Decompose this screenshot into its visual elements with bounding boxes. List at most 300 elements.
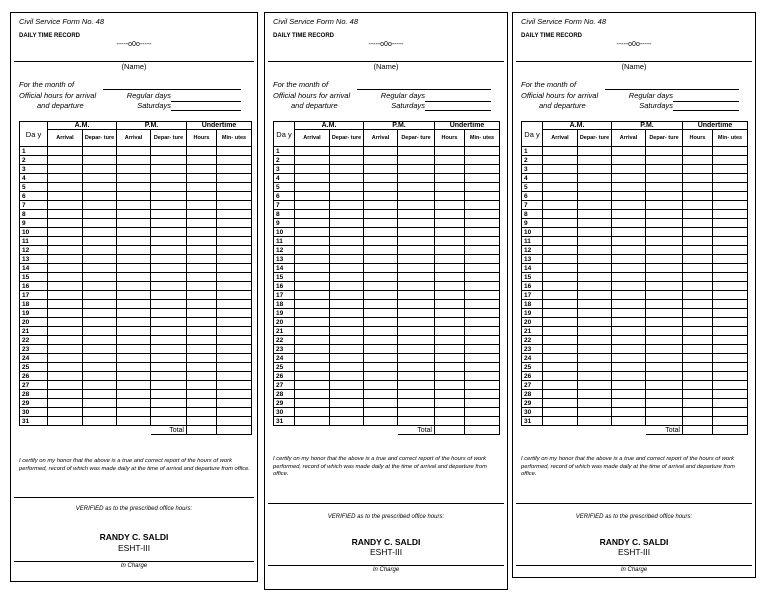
undertime-minutes-cell[interactable] xyxy=(713,246,748,255)
am-arrival-cell[interactable] xyxy=(543,390,578,399)
undertime-hours-cell[interactable] xyxy=(187,372,217,381)
pm-arrival-cell[interactable] xyxy=(117,246,151,255)
am-departure-cell[interactable] xyxy=(83,372,117,381)
undertime-hours-cell[interactable] xyxy=(435,201,465,210)
undertime-minutes-cell[interactable] xyxy=(465,372,500,381)
undertime-minutes-cell[interactable] xyxy=(217,201,252,210)
pm-arrival-cell[interactable] xyxy=(364,408,398,417)
am-departure-cell[interactable] xyxy=(330,246,364,255)
pm-arrival-cell[interactable] xyxy=(612,345,646,354)
pm-departure-cell[interactable] xyxy=(398,282,435,291)
am-departure-cell[interactable] xyxy=(83,192,117,201)
pm-departure-cell[interactable] xyxy=(151,273,187,282)
pm-arrival-cell[interactable] xyxy=(364,219,398,228)
undertime-minutes-cell[interactable] xyxy=(713,390,748,399)
undertime-hours-cell[interactable] xyxy=(435,300,465,309)
undertime-minutes-cell[interactable] xyxy=(465,381,500,390)
pm-arrival-cell[interactable] xyxy=(364,174,398,183)
am-arrival-cell[interactable] xyxy=(48,237,83,246)
pm-arrival-cell[interactable] xyxy=(612,309,646,318)
pm-arrival-cell[interactable] xyxy=(612,156,646,165)
pm-arrival-cell[interactable] xyxy=(612,318,646,327)
am-arrival-cell[interactable] xyxy=(543,300,578,309)
undertime-minutes-cell[interactable] xyxy=(465,408,500,417)
undertime-minutes-cell[interactable] xyxy=(713,219,748,228)
pm-departure-cell[interactable] xyxy=(151,381,187,390)
pm-arrival-cell[interactable] xyxy=(612,291,646,300)
am-arrival-cell[interactable] xyxy=(48,165,83,174)
undertime-minutes-cell[interactable] xyxy=(713,228,748,237)
undertime-minutes-cell[interactable] xyxy=(465,237,500,246)
am-arrival-cell[interactable] xyxy=(48,381,83,390)
undertime-hours-cell[interactable] xyxy=(683,147,713,156)
am-departure-cell[interactable] xyxy=(330,417,364,426)
am-arrival-cell[interactable] xyxy=(543,210,578,219)
undertime-hours-cell[interactable] xyxy=(683,273,713,282)
undertime-hours-cell[interactable] xyxy=(435,219,465,228)
am-departure-cell[interactable] xyxy=(330,255,364,264)
am-departure-cell[interactable] xyxy=(83,300,117,309)
undertime-minutes-cell[interactable] xyxy=(217,282,252,291)
am-departure-cell[interactable] xyxy=(578,237,612,246)
undertime-minutes-cell[interactable] xyxy=(465,417,500,426)
pm-arrival-cell[interactable] xyxy=(364,237,398,246)
pm-arrival-cell[interactable] xyxy=(117,264,151,273)
undertime-hours-cell[interactable] xyxy=(683,192,713,201)
pm-arrival-cell[interactable] xyxy=(612,381,646,390)
undertime-minutes-cell[interactable] xyxy=(465,165,500,174)
undertime-hours-cell[interactable] xyxy=(435,318,465,327)
undertime-minutes-cell[interactable] xyxy=(713,300,748,309)
undertime-hours-cell[interactable] xyxy=(187,192,217,201)
pm-arrival-cell[interactable] xyxy=(117,390,151,399)
undertime-minutes-cell[interactable] xyxy=(713,309,748,318)
undertime-hours-cell[interactable] xyxy=(683,264,713,273)
undertime-hours-cell[interactable] xyxy=(683,219,713,228)
undertime-minutes-cell[interactable] xyxy=(713,354,748,363)
am-arrival-cell[interactable] xyxy=(543,183,578,192)
undertime-minutes-cell[interactable] xyxy=(465,201,500,210)
am-arrival-cell[interactable] xyxy=(295,309,330,318)
pm-arrival-cell[interactable] xyxy=(117,273,151,282)
pm-departure-cell[interactable] xyxy=(646,282,683,291)
am-departure-cell[interactable] xyxy=(578,264,612,273)
pm-departure-cell[interactable] xyxy=(151,282,187,291)
am-departure-cell[interactable] xyxy=(578,318,612,327)
pm-arrival-cell[interactable] xyxy=(364,381,398,390)
pm-departure-cell[interactable] xyxy=(398,354,435,363)
pm-departure-cell[interactable] xyxy=(151,210,187,219)
am-departure-cell[interactable] xyxy=(330,390,364,399)
am-departure-cell[interactable] xyxy=(330,336,364,345)
undertime-minutes-cell[interactable] xyxy=(465,318,500,327)
undertime-hours-cell[interactable] xyxy=(435,309,465,318)
pm-departure-cell[interactable] xyxy=(646,300,683,309)
am-departure-cell[interactable] xyxy=(83,228,117,237)
pm-arrival-cell[interactable] xyxy=(612,255,646,264)
am-departure-cell[interactable] xyxy=(83,327,117,336)
pm-departure-cell[interactable] xyxy=(151,192,187,201)
pm-departure-cell[interactable] xyxy=(398,345,435,354)
pm-arrival-cell[interactable] xyxy=(117,417,151,426)
am-arrival-cell[interactable] xyxy=(543,291,578,300)
pm-departure-cell[interactable] xyxy=(398,264,435,273)
undertime-minutes-cell[interactable] xyxy=(465,246,500,255)
am-departure-cell[interactable] xyxy=(83,174,117,183)
pm-departure-cell[interactable] xyxy=(398,183,435,192)
undertime-hours-cell[interactable] xyxy=(187,255,217,264)
am-departure-cell[interactable] xyxy=(578,300,612,309)
pm-departure-cell[interactable] xyxy=(646,291,683,300)
pm-departure-cell[interactable] xyxy=(398,399,435,408)
pm-arrival-cell[interactable] xyxy=(117,300,151,309)
undertime-minutes-cell[interactable] xyxy=(713,291,748,300)
am-arrival-cell[interactable] xyxy=(48,147,83,156)
am-arrival-cell[interactable] xyxy=(543,354,578,363)
pm-arrival-cell[interactable] xyxy=(117,183,151,192)
am-departure-cell[interactable] xyxy=(330,282,364,291)
am-departure-cell[interactable] xyxy=(330,345,364,354)
undertime-hours-cell[interactable] xyxy=(187,417,217,426)
undertime-hours-cell[interactable] xyxy=(187,237,217,246)
am-arrival-cell[interactable] xyxy=(543,336,578,345)
undertime-minutes-cell[interactable] xyxy=(465,390,500,399)
am-departure-cell[interactable] xyxy=(578,327,612,336)
undertime-minutes-cell[interactable] xyxy=(713,345,748,354)
undertime-minutes-cell[interactable] xyxy=(217,363,252,372)
undertime-hours-cell[interactable] xyxy=(683,399,713,408)
am-arrival-cell[interactable] xyxy=(48,228,83,237)
am-departure-cell[interactable] xyxy=(83,246,117,255)
pm-departure-cell[interactable] xyxy=(398,408,435,417)
pm-arrival-cell[interactable] xyxy=(364,399,398,408)
undertime-hours-cell[interactable] xyxy=(435,345,465,354)
pm-departure-cell[interactable] xyxy=(646,246,683,255)
undertime-minutes-cell[interactable] xyxy=(465,309,500,318)
pm-arrival-cell[interactable] xyxy=(117,354,151,363)
pm-departure-cell[interactable] xyxy=(398,228,435,237)
undertime-minutes-cell[interactable] xyxy=(217,372,252,381)
undertime-hours-cell[interactable] xyxy=(683,282,713,291)
am-departure-cell[interactable] xyxy=(83,363,117,372)
am-arrival-cell[interactable] xyxy=(295,228,330,237)
am-departure-cell[interactable] xyxy=(83,381,117,390)
am-arrival-cell[interactable] xyxy=(295,246,330,255)
am-arrival-cell[interactable] xyxy=(48,399,83,408)
pm-arrival-cell[interactable] xyxy=(612,264,646,273)
undertime-hours-cell[interactable] xyxy=(683,336,713,345)
am-arrival-cell[interactable] xyxy=(543,408,578,417)
pm-arrival-cell[interactable] xyxy=(364,345,398,354)
undertime-minutes-cell[interactable] xyxy=(217,336,252,345)
pm-departure-cell[interactable] xyxy=(151,318,187,327)
pm-arrival-cell[interactable] xyxy=(364,309,398,318)
pm-arrival-cell[interactable] xyxy=(612,408,646,417)
undertime-minutes-cell[interactable] xyxy=(713,318,748,327)
pm-departure-cell[interactable] xyxy=(151,372,187,381)
undertime-hours-cell[interactable] xyxy=(683,318,713,327)
am-departure-cell[interactable] xyxy=(578,417,612,426)
am-departure-cell[interactable] xyxy=(330,228,364,237)
undertime-minutes-cell[interactable] xyxy=(465,219,500,228)
am-departure-cell[interactable] xyxy=(83,183,117,192)
am-departure-cell[interactable] xyxy=(83,309,117,318)
am-departure-cell[interactable] xyxy=(578,363,612,372)
undertime-minutes-cell[interactable] xyxy=(465,210,500,219)
am-arrival-cell[interactable] xyxy=(543,399,578,408)
pm-arrival-cell[interactable] xyxy=(364,282,398,291)
pm-arrival-cell[interactable] xyxy=(612,237,646,246)
undertime-hours-cell[interactable] xyxy=(683,174,713,183)
pm-arrival-cell[interactable] xyxy=(364,417,398,426)
undertime-minutes-cell[interactable] xyxy=(713,273,748,282)
pm-arrival-cell[interactable] xyxy=(117,210,151,219)
pm-arrival-cell[interactable] xyxy=(364,363,398,372)
undertime-hours-cell[interactable] xyxy=(683,291,713,300)
undertime-hours-cell[interactable] xyxy=(683,237,713,246)
undertime-hours-cell[interactable] xyxy=(435,282,465,291)
pm-arrival-cell[interactable] xyxy=(364,273,398,282)
pm-departure-cell[interactable] xyxy=(646,201,683,210)
undertime-minutes-cell[interactable] xyxy=(465,156,500,165)
am-arrival-cell[interactable] xyxy=(295,282,330,291)
am-arrival-cell[interactable] xyxy=(295,165,330,174)
pm-arrival-cell[interactable] xyxy=(364,354,398,363)
undertime-hours-cell[interactable] xyxy=(435,228,465,237)
pm-departure-cell[interactable] xyxy=(398,291,435,300)
undertime-minutes-cell[interactable] xyxy=(713,399,748,408)
pm-departure-cell[interactable] xyxy=(398,390,435,399)
am-arrival-cell[interactable] xyxy=(48,408,83,417)
am-arrival-cell[interactable] xyxy=(48,219,83,228)
pm-departure-cell[interactable] xyxy=(398,201,435,210)
undertime-minutes-cell[interactable] xyxy=(465,399,500,408)
pm-departure-cell[interactable] xyxy=(646,363,683,372)
pm-departure-cell[interactable] xyxy=(646,210,683,219)
undertime-minutes-cell[interactable] xyxy=(465,147,500,156)
pm-departure-cell[interactable] xyxy=(646,336,683,345)
am-arrival-cell[interactable] xyxy=(543,237,578,246)
undertime-hours-cell[interactable] xyxy=(187,399,217,408)
undertime-minutes-cell[interactable] xyxy=(217,255,252,264)
pm-departure-cell[interactable] xyxy=(646,309,683,318)
am-departure-cell[interactable] xyxy=(578,219,612,228)
am-arrival-cell[interactable] xyxy=(48,282,83,291)
am-arrival-cell[interactable] xyxy=(295,183,330,192)
undertime-minutes-cell[interactable] xyxy=(713,381,748,390)
am-departure-cell[interactable] xyxy=(83,165,117,174)
total-minutes-cell[interactable] xyxy=(465,426,500,435)
am-departure-cell[interactable] xyxy=(330,327,364,336)
am-departure-cell[interactable] xyxy=(330,219,364,228)
pm-arrival-cell[interactable] xyxy=(612,282,646,291)
am-arrival-cell[interactable] xyxy=(543,201,578,210)
undertime-minutes-cell[interactable] xyxy=(465,192,500,201)
pm-arrival-cell[interactable] xyxy=(612,192,646,201)
am-departure-cell[interactable] xyxy=(578,345,612,354)
total-minutes-cell[interactable] xyxy=(217,426,252,435)
pm-arrival-cell[interactable] xyxy=(612,327,646,336)
undertime-minutes-cell[interactable] xyxy=(713,372,748,381)
pm-arrival-cell[interactable] xyxy=(612,336,646,345)
am-departure-cell[interactable] xyxy=(83,345,117,354)
undertime-hours-cell[interactable] xyxy=(187,291,217,300)
pm-arrival-cell[interactable] xyxy=(612,246,646,255)
pm-departure-cell[interactable] xyxy=(398,255,435,264)
pm-departure-cell[interactable] xyxy=(398,273,435,282)
undertime-hours-cell[interactable] xyxy=(187,300,217,309)
undertime-hours-cell[interactable] xyxy=(683,228,713,237)
pm-arrival-cell[interactable] xyxy=(612,354,646,363)
am-departure-cell[interactable] xyxy=(578,399,612,408)
am-departure-cell[interactable] xyxy=(578,255,612,264)
pm-departure-cell[interactable] xyxy=(398,417,435,426)
pm-departure-cell[interactable] xyxy=(646,147,683,156)
pm-departure-cell[interactable] xyxy=(646,192,683,201)
am-departure-cell[interactable] xyxy=(330,273,364,282)
am-departure-cell[interactable] xyxy=(330,354,364,363)
pm-departure-cell[interactable] xyxy=(151,354,187,363)
undertime-minutes-cell[interactable] xyxy=(217,408,252,417)
undertime-hours-cell[interactable] xyxy=(435,174,465,183)
am-arrival-cell[interactable] xyxy=(48,291,83,300)
pm-arrival-cell[interactable] xyxy=(117,255,151,264)
pm-departure-cell[interactable] xyxy=(646,327,683,336)
pm-arrival-cell[interactable] xyxy=(117,291,151,300)
pm-departure-cell[interactable] xyxy=(398,327,435,336)
pm-departure-cell[interactable] xyxy=(398,309,435,318)
am-departure-cell[interactable] xyxy=(578,165,612,174)
undertime-hours-cell[interactable] xyxy=(187,282,217,291)
am-arrival-cell[interactable] xyxy=(295,201,330,210)
pm-arrival-cell[interactable] xyxy=(117,192,151,201)
undertime-minutes-cell[interactable] xyxy=(713,336,748,345)
am-arrival-cell[interactable] xyxy=(295,255,330,264)
am-arrival-cell[interactable] xyxy=(543,372,578,381)
undertime-minutes-cell[interactable] xyxy=(465,345,500,354)
pm-arrival-cell[interactable] xyxy=(117,147,151,156)
am-arrival-cell[interactable] xyxy=(48,255,83,264)
undertime-minutes-cell[interactable] xyxy=(713,363,748,372)
am-departure-cell[interactable] xyxy=(330,291,364,300)
pm-departure-cell[interactable] xyxy=(646,264,683,273)
am-arrival-cell[interactable] xyxy=(543,192,578,201)
pm-departure-cell[interactable] xyxy=(646,408,683,417)
undertime-hours-cell[interactable] xyxy=(683,165,713,174)
undertime-hours-cell[interactable] xyxy=(435,210,465,219)
undertime-hours-cell[interactable] xyxy=(187,156,217,165)
am-arrival-cell[interactable] xyxy=(295,336,330,345)
pm-departure-cell[interactable] xyxy=(646,399,683,408)
pm-departure-cell[interactable] xyxy=(398,381,435,390)
pm-departure-cell[interactable] xyxy=(398,372,435,381)
am-arrival-cell[interactable] xyxy=(543,273,578,282)
pm-departure-cell[interactable] xyxy=(151,156,187,165)
undertime-hours-cell[interactable] xyxy=(435,417,465,426)
am-departure-cell[interactable] xyxy=(330,192,364,201)
am-arrival-cell[interactable] xyxy=(295,318,330,327)
undertime-hours-cell[interactable] xyxy=(187,318,217,327)
pm-arrival-cell[interactable] xyxy=(364,147,398,156)
undertime-minutes-cell[interactable] xyxy=(713,210,748,219)
pm-arrival-cell[interactable] xyxy=(117,372,151,381)
undertime-minutes-cell[interactable] xyxy=(713,183,748,192)
pm-arrival-cell[interactable] xyxy=(364,246,398,255)
am-departure-cell[interactable] xyxy=(83,237,117,246)
am-arrival-cell[interactable] xyxy=(48,390,83,399)
undertime-minutes-cell[interactable] xyxy=(713,327,748,336)
undertime-hours-cell[interactable] xyxy=(435,147,465,156)
am-arrival-cell[interactable] xyxy=(48,336,83,345)
pm-arrival-cell[interactable] xyxy=(117,381,151,390)
undertime-hours-cell[interactable] xyxy=(683,363,713,372)
undertime-hours-cell[interactable] xyxy=(435,363,465,372)
undertime-minutes-cell[interactable] xyxy=(713,147,748,156)
am-departure-cell[interactable] xyxy=(578,273,612,282)
pm-departure-cell[interactable] xyxy=(398,147,435,156)
am-arrival-cell[interactable] xyxy=(48,273,83,282)
pm-arrival-cell[interactable] xyxy=(612,147,646,156)
am-arrival-cell[interactable] xyxy=(48,327,83,336)
am-arrival-cell[interactable] xyxy=(48,201,83,210)
undertime-minutes-cell[interactable] xyxy=(217,264,252,273)
pm-departure-cell[interactable] xyxy=(646,219,683,228)
am-arrival-cell[interactable] xyxy=(295,192,330,201)
undertime-hours-cell[interactable] xyxy=(435,372,465,381)
am-arrival-cell[interactable] xyxy=(543,165,578,174)
am-departure-cell[interactable] xyxy=(578,228,612,237)
total-hours-cell[interactable] xyxy=(187,426,217,435)
undertime-minutes-cell[interactable] xyxy=(217,309,252,318)
undertime-hours-cell[interactable] xyxy=(187,345,217,354)
am-arrival-cell[interactable] xyxy=(295,363,330,372)
pm-departure-cell[interactable] xyxy=(646,354,683,363)
undertime-hours-cell[interactable] xyxy=(683,300,713,309)
pm-departure-cell[interactable] xyxy=(398,219,435,228)
am-departure-cell[interactable] xyxy=(578,183,612,192)
am-departure-cell[interactable] xyxy=(83,417,117,426)
pm-departure-cell[interactable] xyxy=(151,309,187,318)
am-arrival-cell[interactable] xyxy=(48,246,83,255)
undertime-hours-cell[interactable] xyxy=(435,246,465,255)
am-departure-cell[interactable] xyxy=(330,309,364,318)
am-arrival-cell[interactable] xyxy=(543,156,578,165)
undertime-hours-cell[interactable] xyxy=(435,237,465,246)
pm-departure-cell[interactable] xyxy=(151,291,187,300)
undertime-minutes-cell[interactable] xyxy=(217,192,252,201)
undertime-hours-cell[interactable] xyxy=(683,345,713,354)
am-departure-cell[interactable] xyxy=(330,264,364,273)
pm-arrival-cell[interactable] xyxy=(364,318,398,327)
pm-departure-cell[interactable] xyxy=(151,165,187,174)
am-departure-cell[interactable] xyxy=(330,399,364,408)
pm-departure-cell[interactable] xyxy=(151,417,187,426)
undertime-minutes-cell[interactable] xyxy=(713,165,748,174)
pm-departure-cell[interactable] xyxy=(151,399,187,408)
pm-arrival-cell[interactable] xyxy=(117,165,151,174)
am-departure-cell[interactable] xyxy=(578,354,612,363)
am-departure-cell[interactable] xyxy=(83,219,117,228)
undertime-minutes-cell[interactable] xyxy=(465,354,500,363)
am-departure-cell[interactable] xyxy=(578,192,612,201)
pm-departure-cell[interactable] xyxy=(646,156,683,165)
undertime-hours-cell[interactable] xyxy=(187,381,217,390)
am-departure-cell[interactable] xyxy=(83,264,117,273)
undertime-hours-cell[interactable] xyxy=(435,408,465,417)
am-departure-cell[interactable] xyxy=(330,174,364,183)
undertime-hours-cell[interactable] xyxy=(435,183,465,192)
pm-arrival-cell[interactable] xyxy=(117,399,151,408)
